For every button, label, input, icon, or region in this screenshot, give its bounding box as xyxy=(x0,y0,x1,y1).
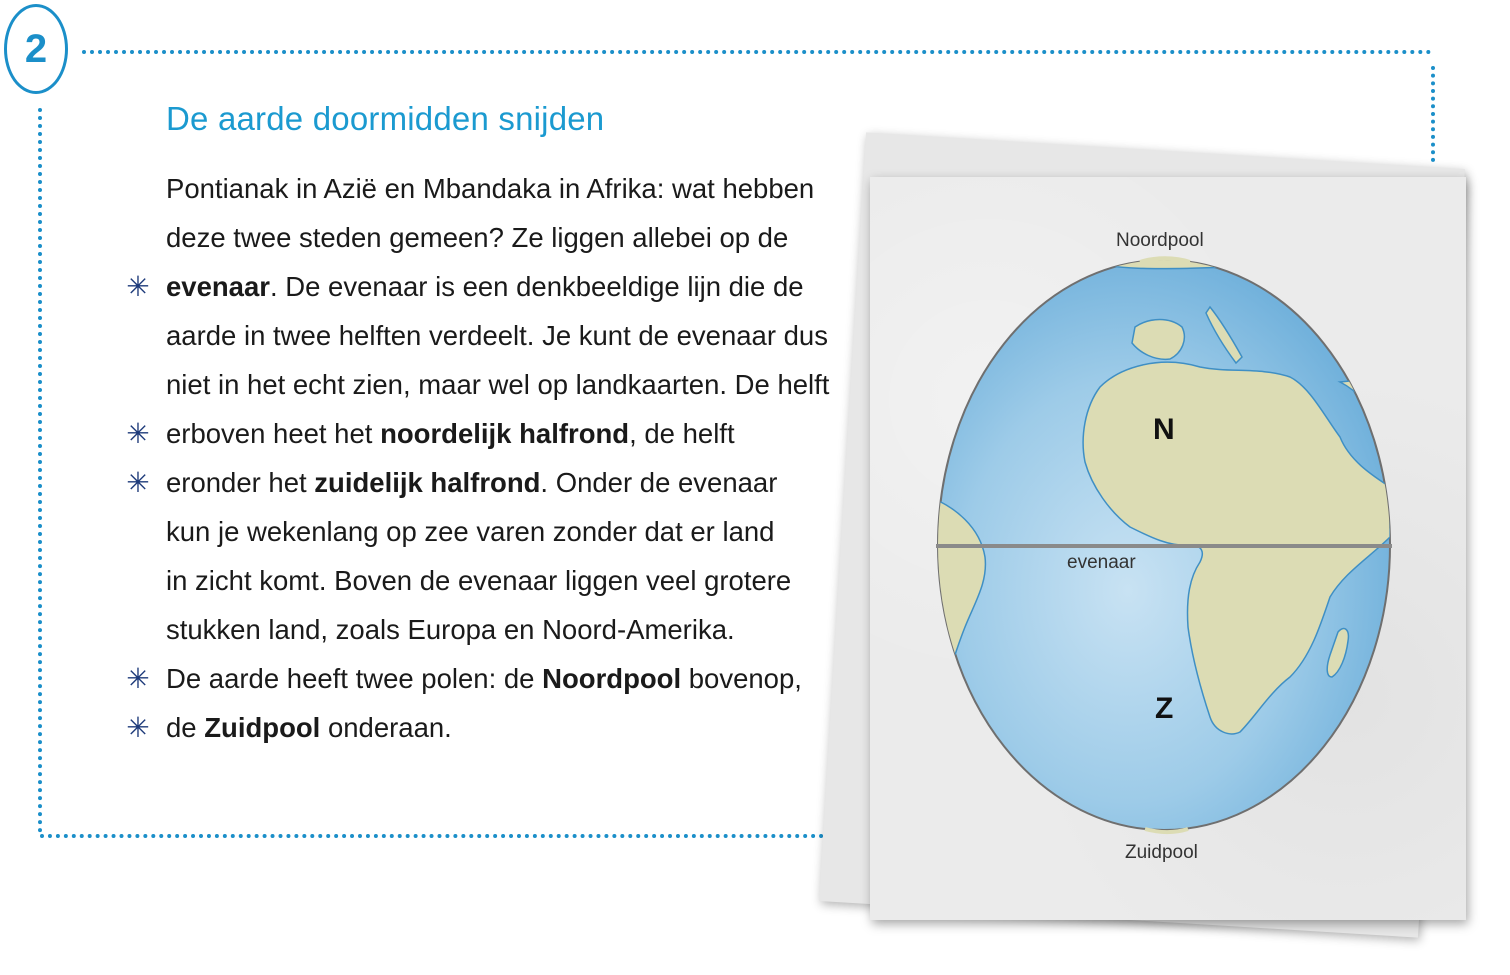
key-term: zuidelijk halfrond xyxy=(314,467,541,498)
dotted-frame-left xyxy=(38,108,42,833)
key-term-star-icon: ✳ xyxy=(126,466,150,499)
paragraph-line xyxy=(166,316,856,356)
key-term-star-icon: ✳ xyxy=(126,270,150,303)
dotted-frame-right xyxy=(1431,66,1435,162)
paragraph-line xyxy=(166,659,856,699)
equator-label: evenaar xyxy=(1067,552,1136,573)
line-text: onderaan. xyxy=(320,712,452,743)
paragraph-line xyxy=(166,561,856,601)
line-text: eronder het xyxy=(166,467,315,498)
key-term: Zuidpool xyxy=(204,712,321,743)
line-text: in zicht komt. Boven de evenaar liggen veel grotere xyxy=(166,565,792,596)
paragraph-line xyxy=(166,610,856,650)
south-pole-label: Zuidpool xyxy=(1125,842,1198,863)
line-text: stukken land, zoals Europa en Noord-Amerika. xyxy=(166,614,735,645)
dotted-frame-bottom xyxy=(40,834,832,838)
key-term: Noordpool xyxy=(542,663,682,694)
line-text: kun je wekenlang op zee varen zonder dat er land xyxy=(166,516,775,547)
southern-hemisphere-letter: Z xyxy=(1155,692,1174,725)
paragraph-line xyxy=(166,463,856,503)
key-term-star-icon: ✳ xyxy=(126,711,150,744)
line-text: . Onder de evenaar xyxy=(540,467,778,498)
line-text: niet in het echt zien, maar wel op landkaarten. De helft xyxy=(166,369,830,400)
northern-hemisphere-letter: N xyxy=(1153,413,1175,446)
section-title: De aarde doormidden snijden xyxy=(166,100,605,137)
north-pole-label: Noordpool xyxy=(1116,230,1204,251)
line-text: deze twee steden gemeen? Ze liggen allebei op de xyxy=(166,222,789,253)
line-text: de xyxy=(166,712,205,743)
globe-illustration xyxy=(870,177,1466,920)
line-text: De aarde heeft twee polen: de xyxy=(166,663,543,694)
line-text: bovenop, xyxy=(681,663,802,694)
line-text: aarde in twee helften verdeelt. Je kunt de evenaar dus xyxy=(166,320,828,351)
line-text: , de helft xyxy=(629,418,735,449)
line-text: . De evenaar is een denkbeeldige lijn die de xyxy=(269,271,804,302)
dotted-frame-top xyxy=(82,50,1432,54)
key-term-star-icon: ✳ xyxy=(126,662,150,695)
paragraph-line xyxy=(166,365,856,405)
key-term: noordelijk halfrond xyxy=(380,418,630,449)
paragraph-line xyxy=(166,512,856,552)
key-term-star-icon: ✳ xyxy=(126,417,150,450)
paragraph-line xyxy=(166,708,856,748)
paragraph-line xyxy=(166,218,856,258)
line-text: erboven heet het xyxy=(166,418,381,449)
paragraph-line xyxy=(166,414,856,454)
paragraph-line xyxy=(166,169,856,209)
line-text: Pontianak in Azië en Mbandaka in Afrika: wat hebben xyxy=(166,173,815,204)
paragraph-line xyxy=(166,267,856,307)
key-term: evenaar xyxy=(166,271,270,302)
section-number-badge: 2 xyxy=(4,4,68,94)
